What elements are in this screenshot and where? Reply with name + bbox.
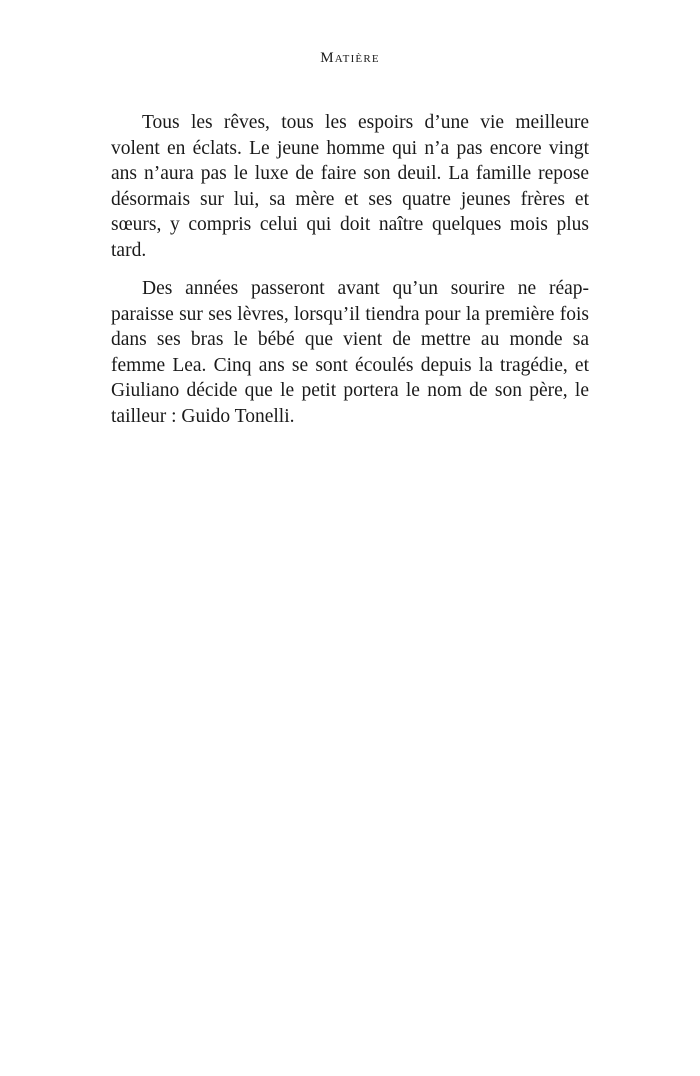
body-text (111, 110, 589, 442)
paragraph-1: Tous les rêves, tous les espoirs d’une vie meilleure volent en éclats. Le jeune homme qui n’a pas encore vingt ans n’aura pas le luxe de faire son deuil. La famille repose désormais sur lui, sa mère et ses quatre jeunes frères et sœurs, y compris celui qui doit naître quelques mois plus tard. (111, 112, 589, 261)
paragraph-2: Des années passeront avant qu’un sourire ne réapparaisse sur ses lèvres, lorsqu’il tiendra pour la première fois dans ses bras le bébé que vient de mettre au monde sa femme Lea. Cinq ans se sont écoulés depuis la tragédie, et Giuliano décide que le petit portera le nom de son père, le tailleur : Guido Tonelli. (111, 278, 589, 427)
running-head: Matière (320, 50, 380, 66)
